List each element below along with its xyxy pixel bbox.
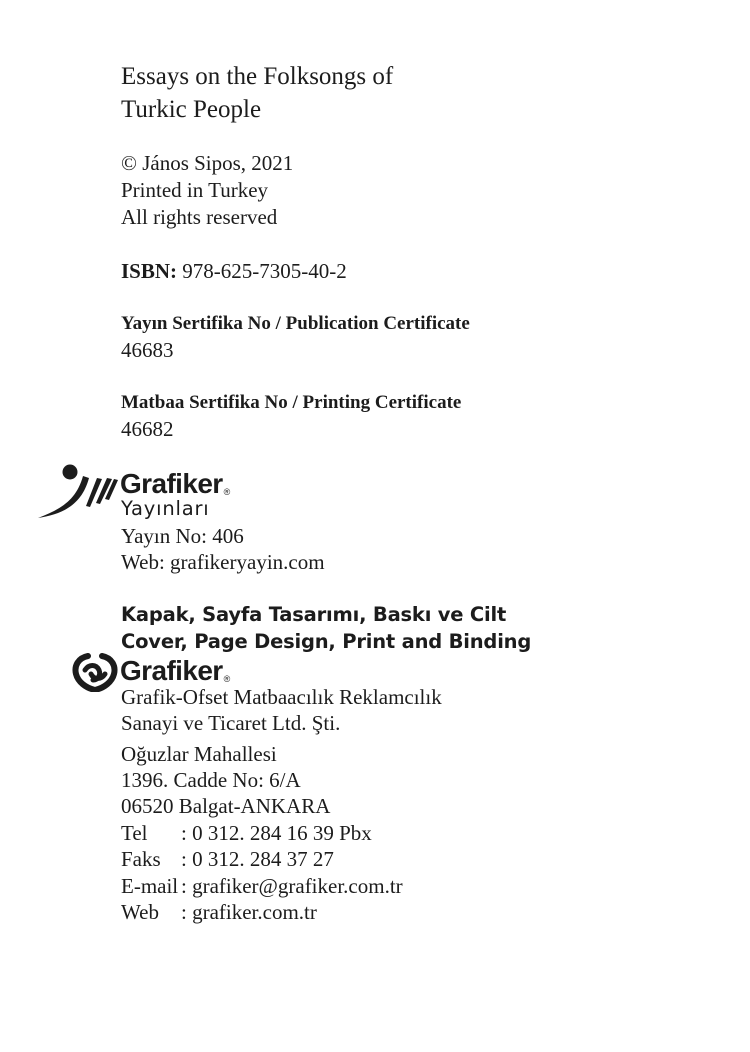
copyright-line: © János Sipos, 2021 [121,151,294,175]
contact-fax-label: Faks [121,847,161,871]
contact-email-value: : grafiker@grafiker.com.tr [181,874,403,898]
contact-tel-value: : 0 312. 284 16 39 Pbx [181,821,372,845]
publication-certificate-value: 46683 [121,338,174,362]
publisher-sub-brand: Yayınları [121,497,210,520]
production-heading-tr: Kapak, Sayfa Tasarımı, Baskı ve Cilt [121,603,507,626]
rights-reserved-line: All rights reserved [121,205,278,229]
interlocked-hands-logo-icon [72,652,118,692]
printer-address-line-2: 1396. Cadde No: 6/A [121,768,301,792]
isbn-line [121,258,347,284]
publication-certificate-label: Yayın Sertifika No / Publication Certificate [121,313,470,334]
swoosh-stripes-logo-icon [36,460,118,520]
printed-in-line: Printed in Turkey [121,178,269,202]
publisher-number: Yayın No: 406 [121,524,244,548]
publisher-brand: Grafiker® [120,468,231,499]
contact-web-value: : grafiker.com.tr [181,900,317,924]
book-title-line-2: Turkic People [121,96,262,123]
book-title-line-1: Essays on the Folksongs of [121,63,394,90]
printer-address-line-1: Oğuzlar Mahallesi [121,742,277,766]
printing-certificate-label: Matbaa Sertifika No / Printing Certificate [121,392,462,413]
contact-fax-value: : 0 312. 284 37 27 [181,847,334,871]
printer-brand: Grafiker® [120,655,231,686]
contact-email [121,873,403,899]
isbn-value: 978-625-7305-40-2 [177,259,347,283]
publisher-web: Web: grafikeryayin.com [121,550,325,574]
printer-company-line-1: Grafik-Ofset Matbaacılık Reklamcılık [121,685,442,709]
printer-company-line-2: Sanayi ve Ticaret Ltd. Şti. [121,711,341,735]
printing-certificate-value: 46682 [121,417,174,441]
contact-web [121,899,317,925]
contact-tel [121,820,372,846]
printer-address-line-3: 06520 Balgat-ANKARA [121,794,331,818]
isbn-label: ISBN: [121,259,178,283]
contact-web-label: Web [121,900,159,924]
contact-tel-label: Tel [121,821,148,845]
production-heading-en: Cover, Page Design, Print and Binding [121,630,532,653]
contact-fax [121,846,334,872]
contact-email-label: E-mail [121,874,179,898]
